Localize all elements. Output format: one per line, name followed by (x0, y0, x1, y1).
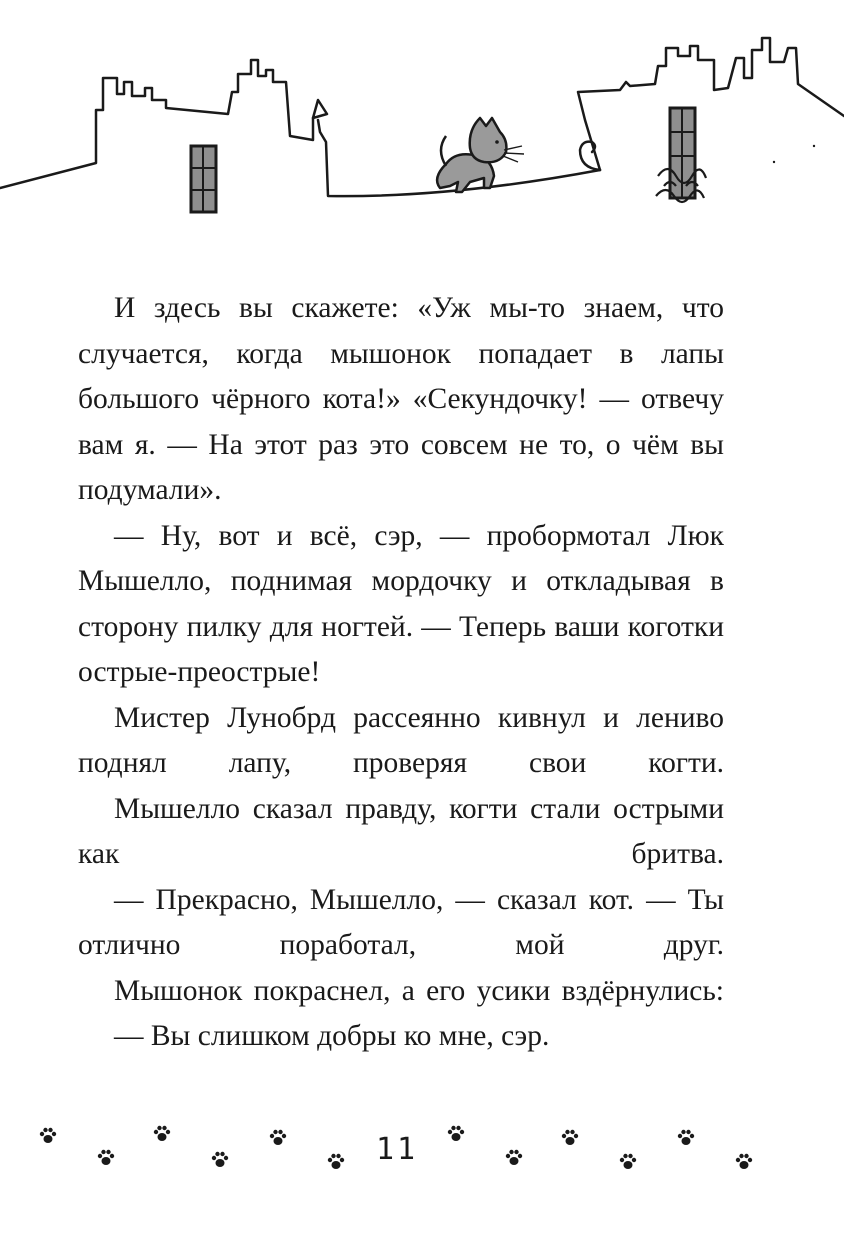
paw-print-icon (736, 1154, 752, 1169)
story-text (78, 286, 724, 1060)
rooftop-illustration (0, 0, 844, 230)
paw-print-icon (562, 1130, 578, 1145)
kitten-illustration (437, 118, 524, 192)
paw-print-icon (98, 1150, 114, 1165)
paragraph: — Вы слишком добры ко мне, сэр. (114, 1020, 550, 1052)
paw-print-icon (154, 1126, 170, 1141)
skyline-left (0, 60, 313, 188)
paragraph: И здесь вы скажете: «Уж мы-то знаем, что случается, когда мышонок попадает в лапы большого чёрного кота!» «Секундочку! — отвечу вам я. — На этот раз это совсем не то, о чём вы подумали». (78, 292, 724, 506)
paw-print-icon (620, 1154, 636, 1169)
antenna (313, 100, 327, 118)
paw-print-icon (328, 1154, 344, 1169)
paragraph: — Прекрасно, Мышелло, — сказал кот. — Ты отлично поработал, мой друг. (78, 883, 724, 961)
paragraph: Мышонок покраснел, а его усики вздёрнулись: (114, 974, 724, 1007)
page-number: 11 (375, 1132, 419, 1167)
skyline-right (578, 38, 844, 170)
paw-print-icon (678, 1130, 694, 1145)
window-left (191, 146, 216, 212)
paw-print-icon (270, 1130, 286, 1145)
paragraph: Мышелло сказал правду, когти стали острыми как бритва. (78, 792, 724, 870)
paw-print-icon (448, 1126, 464, 1141)
paw-print-icon (506, 1150, 522, 1165)
paw-print-icon (212, 1152, 228, 1167)
paw-print-border (0, 1110, 844, 1190)
paw-print-icon (40, 1128, 56, 1143)
paragraph: Мистер Лунобрд рассеянно кивнул и лениво поднял лапу, проверяя свои когти. (78, 701, 724, 779)
window-right (656, 108, 706, 202)
paragraph: — Ну, вот и всё, сэр, — пробормотал Люк Мышелло, поднимая мордочку и откладывая в сторону пилку для ногтей. — Теперь ваши коготки острые-преострые! (78, 519, 724, 688)
